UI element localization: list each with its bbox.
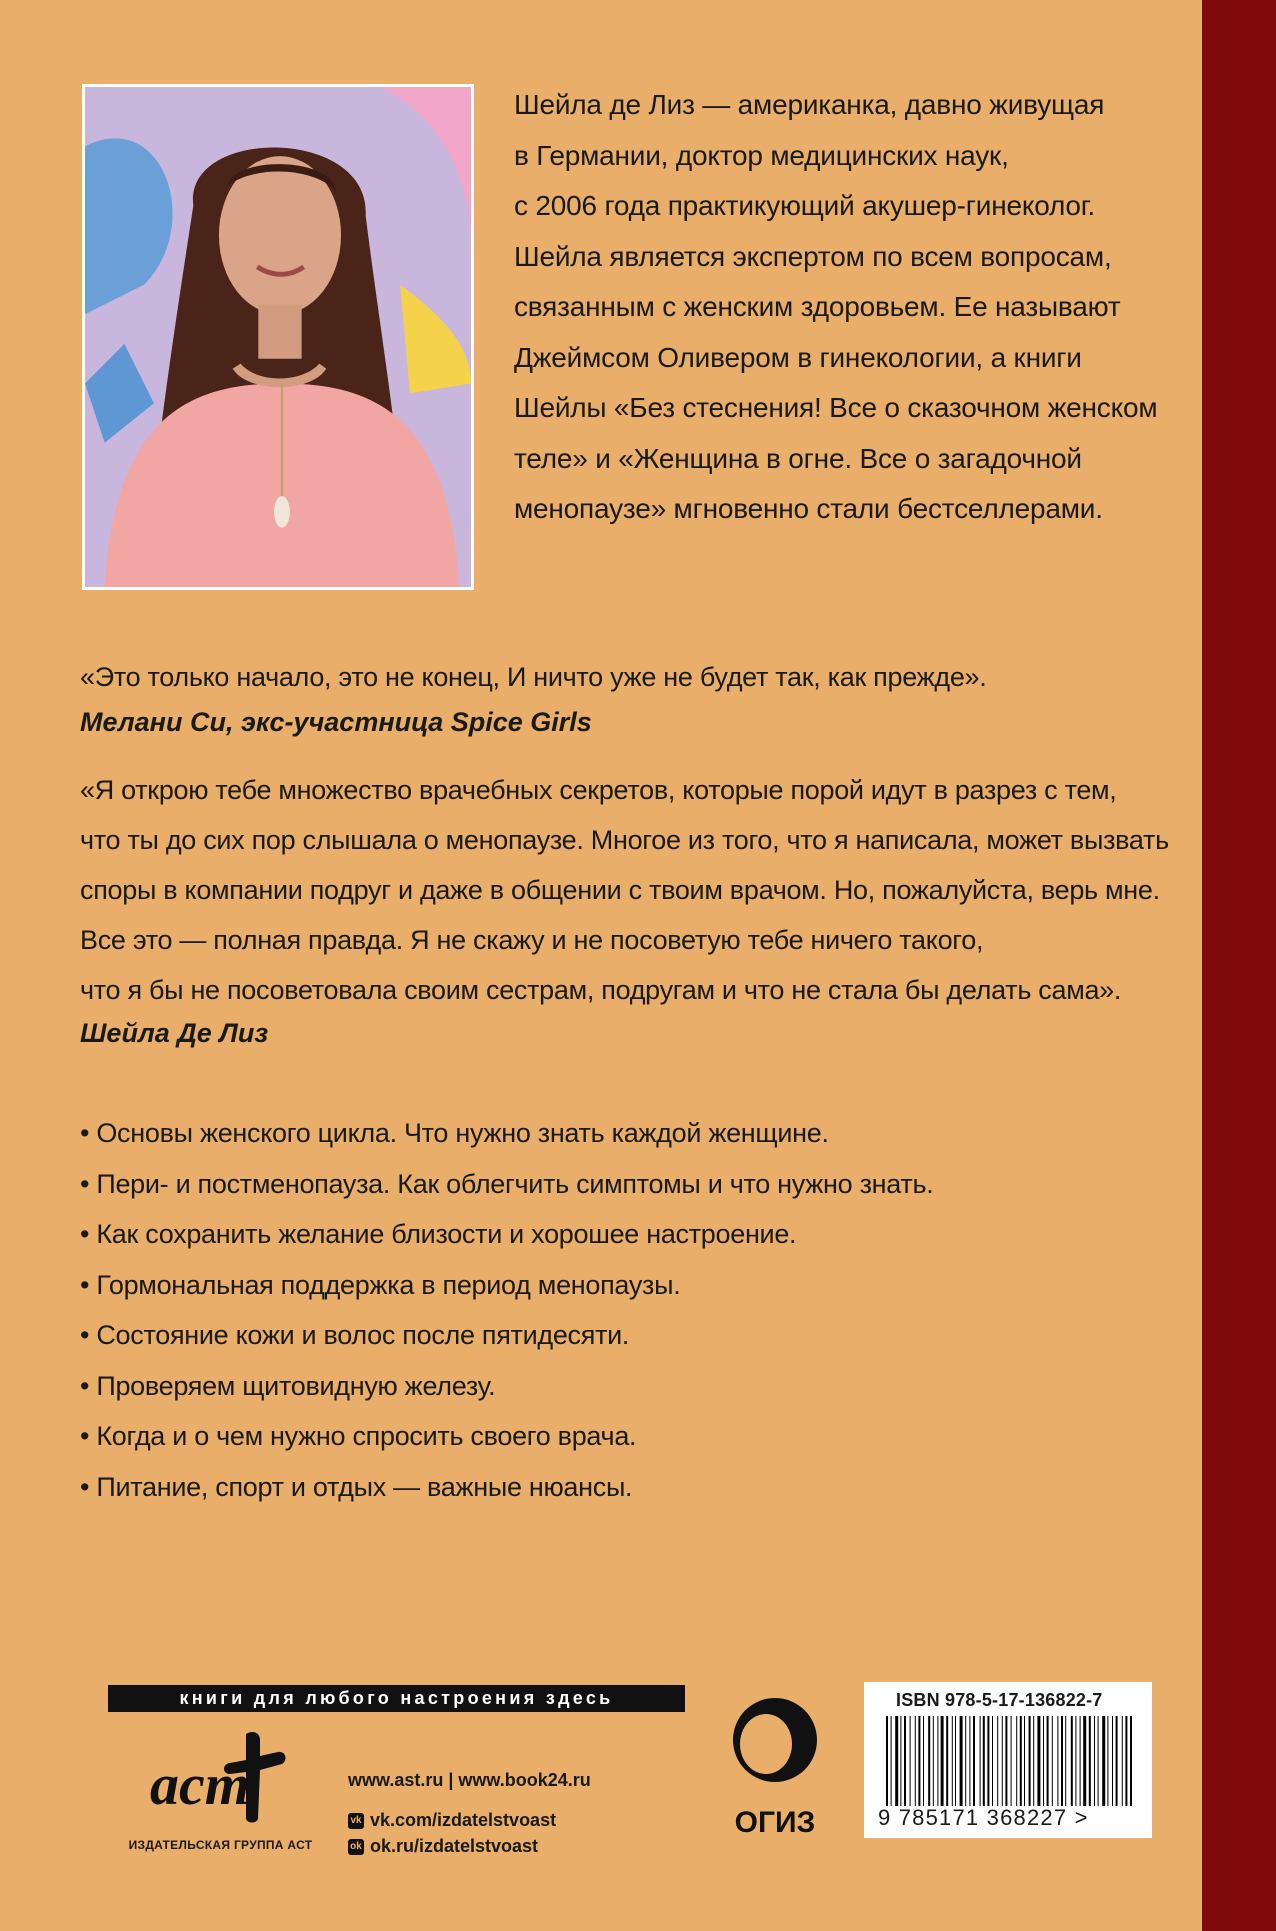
list-item: • Гормональная поддержка в период менопаузы.	[80, 1260, 933, 1311]
barcode-bar	[918, 1716, 920, 1806]
barcode-bar	[886, 1716, 888, 1806]
bio-line: Шейлы «Без стеснения! Все о сказочном женском	[514, 392, 1158, 423]
quote-line: «Я открою тебе множество врачебных секретов, которые порой идут в разрез с тем,	[80, 775, 1117, 805]
bio-line: Шейла является экспертом по всем вопросам,	[514, 240, 1112, 272]
barcode-bar	[904, 1716, 906, 1806]
barcode-bar	[915, 1716, 916, 1806]
barcode-bar	[1130, 1716, 1132, 1806]
topics-list	[80, 1108, 933, 1512]
list-item: • Состояние кожи и волос после пятидесяти.	[80, 1310, 933, 1361]
barcode-bar	[1002, 1716, 1003, 1806]
barcode-bar	[997, 1716, 998, 1806]
barcode-bar	[900, 1716, 901, 1806]
bio-line: в Германии, доктор медицинских наук,	[514, 139, 1009, 171]
list-item: • Как сохранить желание близости и хорошее настроение.	[80, 1209, 933, 1260]
barcode-bar	[980, 1716, 981, 1806]
svg-text:ОГИЗ: ОГИЗ	[734, 1806, 816, 1839]
barcode-bar	[1057, 1716, 1058, 1806]
barcode-bar	[1071, 1716, 1073, 1806]
barcode-bar	[973, 1716, 975, 1806]
isbn-barcode-box	[864, 1682, 1152, 1838]
barcode-bar	[1033, 1716, 1034, 1806]
quote-line: что я бы не посоветовала своим сестрам, подругам и что не стала бы делать сама».	[80, 975, 1122, 1005]
barcode-bar	[1005, 1716, 1007, 1806]
epigraph-quote: «Это только начало, это не конец, И ничто уже не будет так, как прежде».	[80, 662, 987, 692]
barcode-bar	[987, 1716, 989, 1806]
svg-text:аст: аст	[150, 1752, 250, 1817]
list-item: • Пери- и постменопауза. Как облегчить симптомы и что нужно знать.	[80, 1159, 933, 1210]
barcode-bar	[1112, 1716, 1113, 1806]
barcode-bar	[941, 1716, 944, 1806]
list-item: • Проверяем щитовидную железу.	[80, 1361, 933, 1412]
barcode-bar	[983, 1716, 985, 1806]
barcode-bar	[1037, 1716, 1040, 1806]
ast-caption: ИЗДАТЕЛЬСКАЯ ГРУППА АСТ	[128, 1838, 313, 1852]
ok-link[interactable]	[348, 1836, 538, 1857]
author-bio	[514, 80, 1174, 535]
quote-line: Все это — полная правда. Я не скажу и не посоветую тебе ничего такого,	[80, 925, 984, 955]
vk-link[interactable]	[348, 1810, 556, 1831]
barcode-bar	[946, 1716, 948, 1806]
barcode-bar	[933, 1716, 934, 1806]
barcode-bar	[891, 1716, 892, 1806]
barcode-bar	[923, 1716, 924, 1806]
list-item: • Основы женского цикла. Что нужно знать каждой женщине.	[80, 1108, 933, 1159]
barcode-digits: 9 785171 368227 >	[878, 1805, 1089, 1830]
barcode-bar	[1043, 1716, 1044, 1806]
barcode-bar	[1020, 1716, 1022, 1806]
barcode-bar	[1102, 1716, 1105, 1806]
quote-line: споры в компании подруг и даже в общении с твоим врачом. Но, пожалуйста, верь мне.	[80, 875, 1160, 905]
barcode-bar	[1098, 1716, 1099, 1806]
bio-line: Джеймсом Оливером в гинекологии, а книги	[514, 341, 1082, 373]
barcode-bar	[1016, 1716, 1017, 1806]
barcode-bar	[969, 1716, 970, 1806]
barcode-bar	[1065, 1716, 1066, 1806]
bio-line: Шейла де Лиз — американка, давно живущая	[514, 89, 1105, 120]
ok-icon: ok	[348, 1839, 364, 1855]
list-item: • Когда и о чем нужно спросить своего врача.	[80, 1411, 933, 1462]
barcode-bar	[1011, 1716, 1012, 1806]
barcode-bar	[1116, 1716, 1118, 1806]
barcode-bar	[1083, 1716, 1086, 1806]
bio-line: с 2006 года практикующий акушер-гинеколог.	[514, 190, 1095, 221]
vk-icon: vk	[348, 1813, 364, 1829]
barcode-bar	[928, 1716, 930, 1806]
bio-line: теле» и «Женщина в огне. Все о загадочной	[514, 442, 1082, 474]
quote-line: что ты до сих пор слышала о менопаузе. Многое из того, что я написала, может вызвать	[80, 825, 1169, 855]
barcode-bar	[1061, 1716, 1063, 1806]
barcode-bar	[937, 1716, 938, 1806]
barcode-bar	[955, 1716, 956, 1806]
bio-line: менопаузе» мгновенно стали бестселлерами.	[514, 493, 1103, 524]
author-quote	[80, 765, 1190, 1015]
list-item: • Питание, спорт и отдых — важные нюансы.	[80, 1462, 933, 1513]
barcode-bar	[965, 1716, 966, 1806]
barcode	[886, 1716, 1136, 1806]
ogiz-logo	[722, 1690, 828, 1840]
ast-logo	[148, 1726, 293, 1826]
barcode-bar	[1052, 1716, 1053, 1806]
barcode-bar	[1107, 1716, 1108, 1806]
barcode-bar	[992, 1716, 993, 1806]
vk-link-text: vk.com/izdatelstvoast	[370, 1810, 557, 1830]
barcode-bar	[952, 1716, 953, 1806]
website-links[interactable]: www.ast.ru | www.book24.ru	[348, 1770, 591, 1790]
bio-line: связанным с женским здоровьем. Ее называют	[514, 291, 1121, 322]
publisher-slogan: книги для любого настроения здесь	[108, 1685, 685, 1712]
barcode-bar	[895, 1716, 898, 1806]
barcode-bar	[1089, 1716, 1091, 1806]
barcode-bar	[1047, 1716, 1049, 1806]
author-photo	[82, 84, 474, 590]
barcode-bar	[1029, 1716, 1031, 1806]
ok-link-text: ok.ru/izdatelstvoast	[370, 1836, 539, 1856]
barcode-bar	[960, 1716, 963, 1806]
barcode-bar	[910, 1716, 911, 1806]
barcode-bar	[1075, 1716, 1076, 1806]
barcode-bar	[1080, 1716, 1081, 1806]
epigraph-author: Мелани Си, экс-участница Spice Girls	[80, 707, 592, 737]
quote-author: Шейла Де Лиз	[80, 1018, 269, 1048]
barcode-bar	[1094, 1716, 1095, 1806]
barcode-bar	[1024, 1716, 1025, 1806]
barcode-bar	[1125, 1716, 1127, 1806]
isbn-number: ISBN 978-5-17-136822-7	[896, 1690, 1103, 1710]
barcode-bar	[1122, 1716, 1123, 1806]
spine-stripe	[1202, 0, 1276, 1931]
